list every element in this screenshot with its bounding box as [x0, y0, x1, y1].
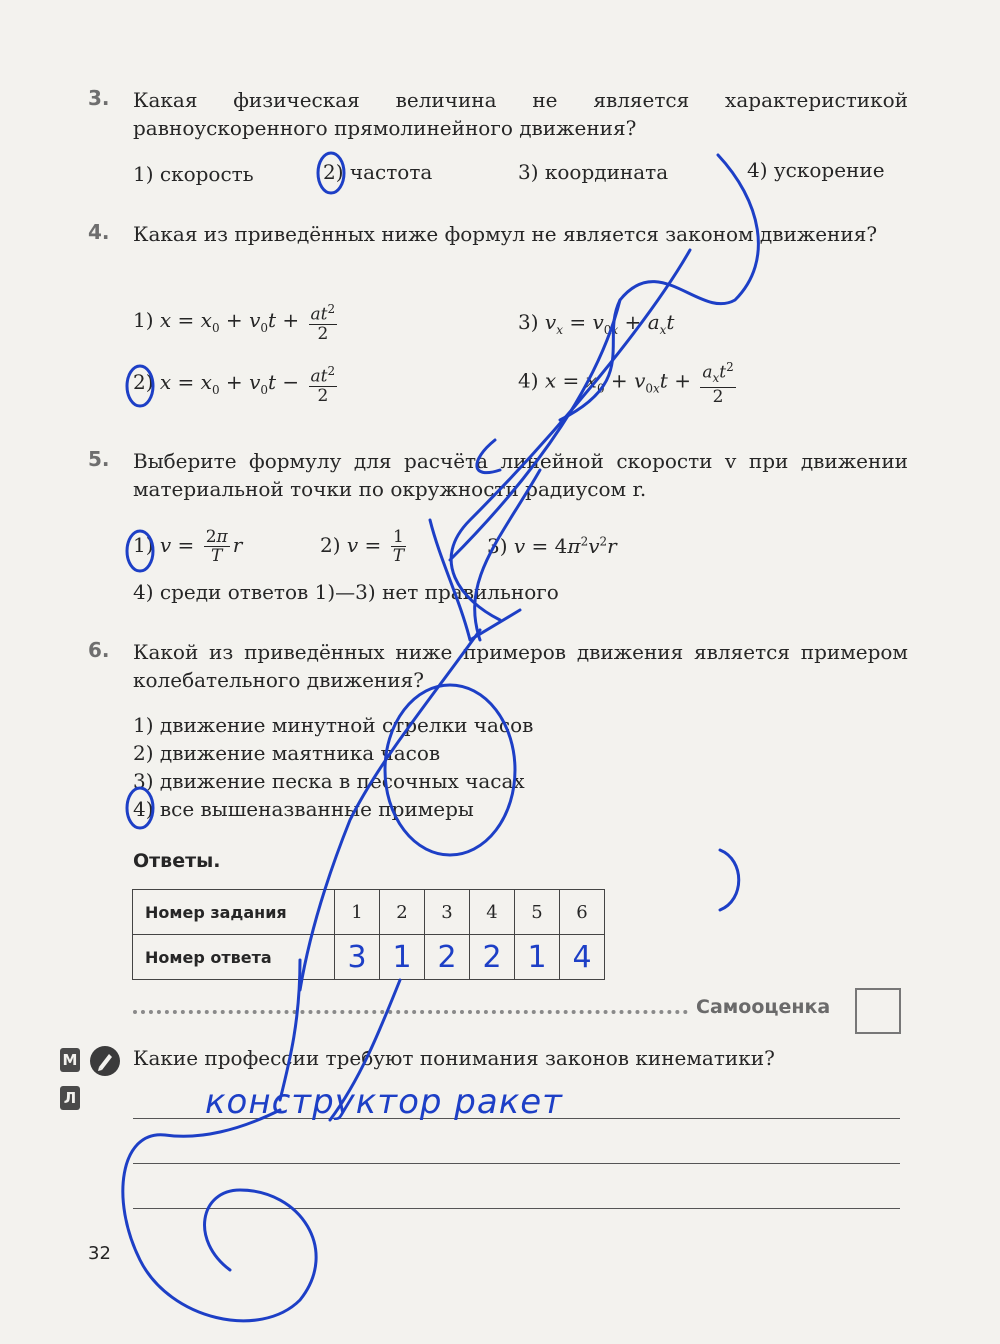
answer-cell[interactable]: 1 — [515, 935, 560, 980]
dotted-divider — [133, 1010, 688, 1014]
option-label: 3) — [487, 534, 508, 558]
answer-line[interactable] — [133, 1208, 900, 1209]
page-number: 32 — [88, 1243, 111, 1264]
self-assessment-label: Самооценка — [696, 996, 831, 1018]
table-row — [133, 890, 605, 935]
q4-option-4[interactable]: 4) $x = x_0 + v_{0x}t$ + $\frac{a_xt^2}{2}$ — [518, 360, 734, 408]
question-number: 6. — [88, 638, 110, 662]
q5-option-4[interactable]: 4) среди ответов 1)—3) нет правильного — [133, 580, 559, 604]
answers-title: Ответы. — [133, 850, 221, 872]
task-number: 2 — [380, 890, 425, 935]
question-number: 4. — [88, 220, 110, 244]
answer-cell[interactable]: 2 — [425, 935, 470, 980]
task-number: 6 — [560, 890, 605, 935]
q6-option-1[interactable]: 1) движение минутной стрелки часов — [133, 713, 534, 737]
task-number: 3 — [425, 890, 470, 935]
q6-option-2[interactable]: 2) движение маятника часов — [133, 741, 441, 765]
question-4 — [88, 220, 908, 248]
scribble-stroke — [451, 250, 690, 620]
question-number: 5. — [88, 447, 110, 471]
option-label: 2) — [320, 533, 341, 557]
q6-options — [133, 711, 533, 823]
answer-cell[interactable]: 4 — [560, 935, 605, 980]
q4-option-3[interactable]: 3) $v_x = v_{0x} + a_xt$ — [518, 310, 675, 337]
q5-option-2[interactable]: 2) v = $\frac{1}{T}$ — [320, 527, 405, 566]
scribble-stroke — [720, 850, 739, 910]
scribble-stroke — [123, 1110, 316, 1321]
answer-cell[interactable]: 1 — [380, 935, 425, 980]
question-5 — [88, 447, 908, 503]
q3-option-4[interactable]: 4) ускорение — [747, 158, 885, 182]
answer-cell[interactable]: 3 — [335, 935, 380, 980]
handwritten-answer: конструктор ракет — [205, 1082, 563, 1122]
side-label-l-icon: Л — [60, 1086, 80, 1110]
profession-question: Какие профессии требуют понимания законов кинематики? — [133, 1046, 775, 1070]
task-number: 5 — [515, 890, 560, 935]
scribble-stroke — [280, 960, 300, 1100]
row-label: Номер ответа — [133, 935, 335, 980]
answers-table — [132, 889, 605, 980]
q3-option-2[interactable]: 2) частота — [323, 160, 433, 184]
pen-icon — [90, 1046, 120, 1076]
question-text: Какая физическая величина не является характеристикой равноускоренного прямолинейного движения? — [133, 88, 908, 140]
question-number: 3. — [88, 86, 110, 110]
question-text: Какая из приведённых ниже формул не является законом движения? — [133, 222, 878, 246]
answer-cell[interactable]: 2 — [470, 935, 515, 980]
question-6 — [88, 638, 908, 694]
scribble-stroke — [450, 300, 620, 560]
task-number: 1 — [335, 890, 380, 935]
task-number: 4 — [470, 890, 515, 935]
q6-option-4[interactable]: 4) все вышеназванные примеры — [133, 797, 474, 821]
q6-option-3[interactable]: 3) движение песка в песочных часах — [133, 769, 525, 793]
row-label: Номер задания — [133, 890, 335, 935]
option-label: 3) — [518, 310, 539, 334]
self-assessment-box[interactable] — [855, 988, 901, 1034]
answer-line[interactable] — [133, 1163, 900, 1164]
q4-option-2[interactable]: 2) $x = x_0 + v_0t$ − $\frac{at^2}{2}$ — [133, 364, 336, 406]
q3-option-3[interactable]: 3) координата — [518, 160, 669, 184]
question-text: Какой из приведённых ниже примеров движения является примером колебательного движения? — [133, 640, 908, 692]
q4-option-1[interactable]: 1) $x = x_0 + v_0t$ + $\frac{at^2}{2}$ — [133, 302, 336, 344]
table-row — [133, 935, 605, 980]
option-label: 2) — [133, 369, 154, 394]
side-label-m-icon: М — [60, 1048, 80, 1072]
option-label: 1) — [133, 307, 154, 332]
question-text: Выберите формулу для расчёта линейной скорости v при движении материальной точки по окружности радиусом r. — [133, 449, 908, 501]
option-label: 4) — [518, 368, 539, 393]
question-3 — [88, 86, 908, 142]
q5-option-1[interactable]: 1) v = $\frac{2\pi}{T}$ r — [133, 527, 243, 566]
q5-option-3[interactable]: 3) $v = 4\pi^2v^2r$ — [487, 534, 617, 558]
q3-option-1[interactable]: 1) скорость — [133, 162, 254, 186]
option-label: 1) — [133, 533, 154, 557]
